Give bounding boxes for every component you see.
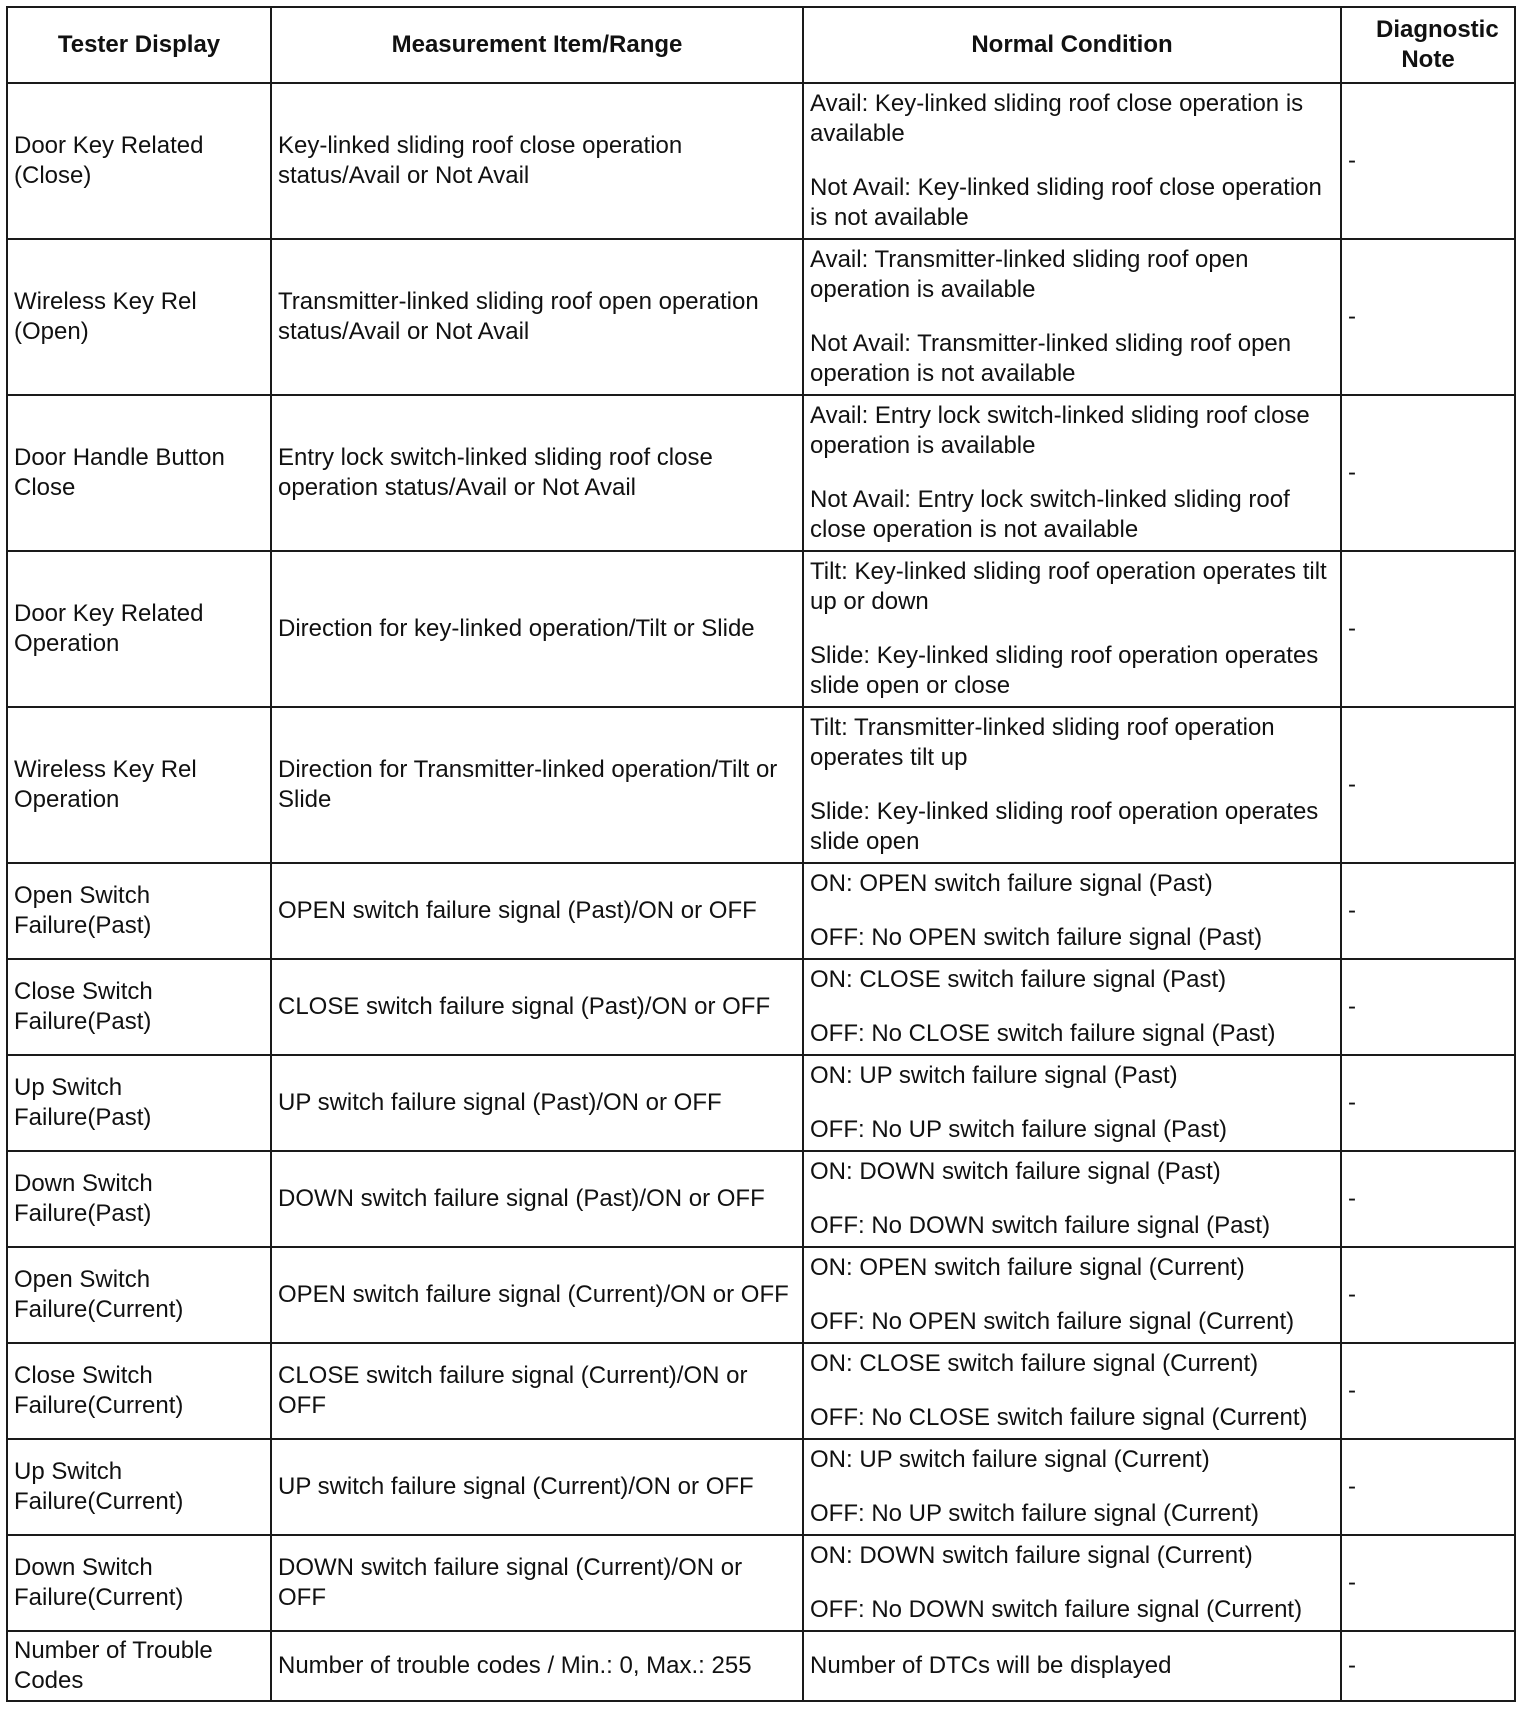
cell-diagnostic-note: -: [1341, 863, 1515, 959]
normal-condition-line: Number of DTCs will be displayed: [810, 1652, 1172, 1679]
table-header-row: [7, 7, 1515, 83]
cell-normal-condition: [803, 1535, 1341, 1631]
cell-diagnostic-note: -: [1341, 395, 1515, 551]
data-list-table: [6, 6, 1516, 1702]
cell-normal-condition: [803, 863, 1341, 959]
normal-condition-line: OFF: No CLOSE switch failure signal (Current): [810, 1404, 1308, 1431]
normal-condition-line: Not Avail: Entry lock switch-linked sliding roof close operation is not available: [810, 486, 1290, 543]
table-row: [7, 1247, 1515, 1343]
header-diagnostic-note: Diagnostic Note: [1341, 7, 1515, 83]
cell-normal-condition: [803, 1151, 1341, 1247]
cell-tester-display: Open Switch Failure(Past): [7, 863, 271, 959]
table-row: [7, 1055, 1515, 1151]
table-row: [7, 551, 1515, 707]
table-row: [7, 83, 1515, 239]
cell-measurement: Key-linked sliding roof close operation status/Avail or Not Avail: [271, 83, 803, 239]
normal-condition-line: ON: OPEN switch failure signal (Past): [810, 870, 1213, 897]
cell-measurement: Number of trouble codes / Min.: 0, Max.: 255: [271, 1631, 803, 1701]
cell-normal-condition: [803, 707, 1341, 863]
cell-normal-condition: [803, 551, 1341, 707]
normal-condition-line: OFF: No DOWN switch failure signal (Past): [810, 1212, 1271, 1239]
cell-tester-display: Number of Trouble Codes: [7, 1631, 271, 1701]
cell-diagnostic-note: -: [1341, 551, 1515, 707]
cell-measurement: Transmitter-linked sliding roof open operation status/Avail or Not Avail: [271, 239, 803, 395]
cell-tester-display: Close Switch Failure(Current): [7, 1343, 271, 1439]
cell-normal-condition: [803, 1247, 1341, 1343]
cell-normal-condition: [803, 1439, 1341, 1535]
normal-condition-line: ON: UP switch failure signal (Current): [810, 1446, 1210, 1473]
cell-normal-condition: [803, 959, 1341, 1055]
cell-diagnostic-note: -: [1341, 1151, 1515, 1247]
header-measurement: Measurement Item/Range: [271, 7, 803, 83]
cell-normal-condition: [803, 83, 1341, 239]
header-tester-display: Tester Display: [7, 7, 271, 83]
normal-condition-line: OFF: No UP switch failure signal (Past): [810, 1116, 1228, 1143]
cell-measurement: Entry lock switch-linked sliding roof close operation status/Avail or Not Avail: [271, 395, 803, 551]
cell-tester-display: Door Key Related (Close): [7, 83, 271, 239]
cell-measurement: DOWN switch failure signal (Past)/ON or OFF: [271, 1151, 803, 1247]
normal-condition-line: ON: OPEN switch failure signal (Current): [810, 1254, 1245, 1281]
normal-condition-line: Slide: Key-linked sliding roof operation operates slide open or close: [810, 642, 1319, 699]
normal-condition-line: OFF: No OPEN switch failure signal (Current): [810, 1308, 1295, 1335]
table-row: [7, 395, 1515, 551]
cell-diagnostic-note: -: [1341, 1439, 1515, 1535]
cell-tester-display: Close Switch Failure(Past): [7, 959, 271, 1055]
table-row: [7, 1439, 1515, 1535]
table-row: [7, 1343, 1515, 1439]
table-row: [7, 1151, 1515, 1247]
cell-measurement: OPEN switch failure signal (Current)/ON or OFF: [271, 1247, 803, 1343]
cell-diagnostic-note: -: [1341, 1055, 1515, 1151]
normal-condition-line: Avail: Entry lock switch-linked sliding roof close operation is available: [810, 402, 1310, 459]
cell-diagnostic-note: -: [1341, 959, 1515, 1055]
cell-tester-display: Down Switch Failure(Current): [7, 1535, 271, 1631]
cell-measurement: UP switch failure signal (Current)/ON or OFF: [271, 1439, 803, 1535]
normal-condition-line: OFF: No UP switch failure signal (Current): [810, 1500, 1260, 1527]
cell-normal-condition: [803, 1631, 1341, 1701]
cell-measurement: Direction for Transmitter-linked operation/Tilt or Slide: [271, 707, 803, 863]
normal-condition-line: ON: DOWN switch failure signal (Current): [810, 1542, 1253, 1569]
cell-diagnostic-note: -: [1341, 1247, 1515, 1343]
normal-condition-line: Slide: Key-linked sliding roof operation operates slide open: [810, 798, 1319, 855]
table-row: [7, 239, 1515, 395]
header-normal-condition: Normal Condition: [803, 7, 1341, 83]
table-row: [7, 707, 1515, 863]
cell-diagnostic-note: -: [1341, 707, 1515, 863]
table-row: [7, 1535, 1515, 1631]
cell-tester-display: Up Switch Failure(Past): [7, 1055, 271, 1151]
cell-tester-display: Wireless Key Rel Operation: [7, 707, 271, 863]
cell-tester-display: Up Switch Failure(Current): [7, 1439, 271, 1535]
normal-condition-line: Not Avail: Transmitter-linked sliding roof open operation is not available: [810, 330, 1292, 387]
normal-condition-line: ON: CLOSE switch failure signal (Current): [810, 1350, 1259, 1377]
cell-tester-display: Door Key Related Operation: [7, 551, 271, 707]
normal-condition-line: Not Avail: Key-linked sliding roof close operation is not available: [810, 174, 1322, 231]
cell-diagnostic-note: -: [1341, 1631, 1515, 1701]
cell-diagnostic-note: -: [1341, 1343, 1515, 1439]
cell-measurement: CLOSE switch failure signal (Past)/ON or OFF: [271, 959, 803, 1055]
cell-diagnostic-note: -: [1341, 1535, 1515, 1631]
cell-normal-condition: [803, 239, 1341, 395]
cell-measurement: Direction for key-linked operation/Tilt or Slide: [271, 551, 803, 707]
cell-measurement: UP switch failure signal (Past)/ON or OFF: [271, 1055, 803, 1151]
normal-condition-line: Tilt: Key-linked sliding roof operation operates tilt up or down: [810, 558, 1327, 615]
cell-measurement: CLOSE switch failure signal (Current)/ON or OFF: [271, 1343, 803, 1439]
normal-condition-line: Avail: Transmitter-linked sliding roof open operation is available: [810, 246, 1249, 303]
table-row: [7, 863, 1515, 959]
normal-condition-line: OFF: No OPEN switch failure signal (Past): [810, 924, 1263, 951]
cell-normal-condition: [803, 1343, 1341, 1439]
cell-diagnostic-note: -: [1341, 239, 1515, 395]
cell-normal-condition: [803, 395, 1341, 551]
cell-normal-condition: [803, 1055, 1341, 1151]
cell-tester-display: Open Switch Failure(Current): [7, 1247, 271, 1343]
normal-condition-line: ON: CLOSE switch failure signal (Past): [810, 966, 1227, 993]
normal-condition-line: Avail: Key-linked sliding roof close operation is available: [810, 90, 1304, 147]
cell-diagnostic-note: -: [1341, 83, 1515, 239]
table-row: [7, 1631, 1515, 1701]
cell-measurement: OPEN switch failure signal (Past)/ON or OFF: [271, 863, 803, 959]
normal-condition-line: OFF: No CLOSE switch failure signal (Past): [810, 1020, 1276, 1047]
cell-tester-display: Door Handle Button Close: [7, 395, 271, 551]
table-row: [7, 959, 1515, 1055]
cell-tester-display: Down Switch Failure(Past): [7, 1151, 271, 1247]
normal-condition-line: OFF: No DOWN switch failure signal (Current): [810, 1596, 1303, 1623]
normal-condition-line: ON: DOWN switch failure signal (Past): [810, 1158, 1221, 1185]
cell-tester-display: Wireless Key Rel (Open): [7, 239, 271, 395]
normal-condition-line: ON: UP switch failure signal (Past): [810, 1062, 1178, 1089]
normal-condition-line: Tilt: Transmitter-linked sliding roof operation operates tilt up: [810, 714, 1275, 771]
cell-measurement: DOWN switch failure signal (Current)/ON or OFF: [271, 1535, 803, 1631]
